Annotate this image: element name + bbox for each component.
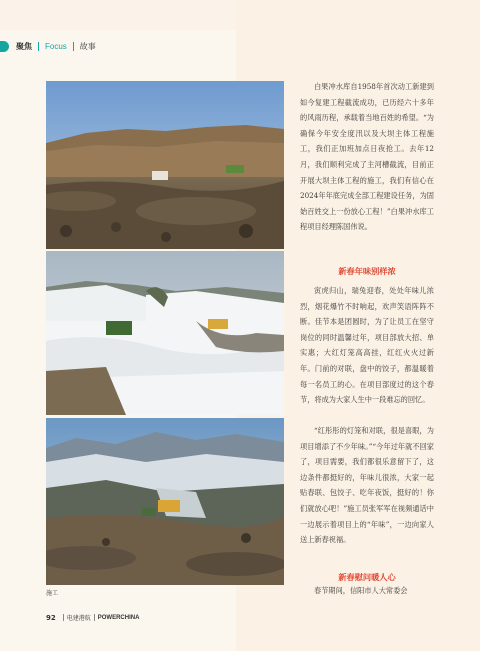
header-divider <box>38 42 39 51</box>
article-column <box>300 423 434 548</box>
footer-divider <box>63 614 64 621</box>
article-paragraph: 春节期间，信阳市人大常委会 <box>314 586 408 595</box>
article-subheading: 新春年味别样浓 <box>338 266 396 276</box>
page-footer <box>46 613 139 622</box>
article-subheading: 新春慰问暖人心 <box>338 572 396 582</box>
article-paragraph: 寅虎归山，瑞兔迎春，处处年味儿浓烈，烟花爆竹不时响起，欢声笑语阵阵不断。佳节本是团圆时，为了让员工在坚守岗位的同时温馨过年，项目部放大招、单实惠；大红灯笼高高挂，红红火火过新年。门前的对联，盘中的饺子，都温暖着每一名员工的心。在项目部度过的这个春节，将成为大家人生中一段难忘的回忆。 <box>300 286 434 405</box>
header-divider <box>73 42 74 51</box>
footer-divider <box>94 614 95 621</box>
article-paragraph: 白果冲水库自1958年首次动工新建到如今复建工程截流成功，已历经六十多年的风雨历程，承载着当地百姓的希望。“为确保今年安全度汛以及大坝主体工程施工，我们正加班加点日夜抢工。去年12月，我们顺利完成了主河槽截流，目前正开展大坝主体工程的施工，我们有信心在2024年年底完成全部工程建设任务，为固始百姓交上一份放心工程！”白果冲水库工程项目经理陈国伟说。 <box>300 82 434 232</box>
section-cn-label: 聚焦 <box>16 41 32 51</box>
section-header <box>0 40 96 52</box>
category-label: 故事 <box>79 41 96 51</box>
magazine-name: 电建港航 <box>66 615 91 622</box>
section-tab-marker <box>0 41 9 52</box>
article-column <box>300 283 434 408</box>
page-number: 92 <box>46 613 56 622</box>
photo-caption: 施工 <box>46 590 59 597</box>
section-en-label: Focus <box>45 41 67 51</box>
article-paragraph: “红彤彤的灯笼和对联，很是喜眼，为项目增添了不少年味。”“今年过年就不回家了，项目需要，我们都很乐意留下了，这边条件都挺好的，年味儿很浓，大家一起贴春联、包饺子、吃年夜饭，挺好的！你们就放心吧！”施工员张军军在视频通话中一边展示着项目上的“年味”，一边向家人送上新春祝福。 <box>300 426 434 545</box>
construction-photo-snow-site <box>46 251 284 415</box>
construction-photo-mountains <box>46 418 284 585</box>
brand-name: POWERCHINA <box>97 614 140 621</box>
article-column <box>300 79 434 235</box>
construction-photo-quarry <box>46 81 284 249</box>
article-column <box>300 583 434 599</box>
